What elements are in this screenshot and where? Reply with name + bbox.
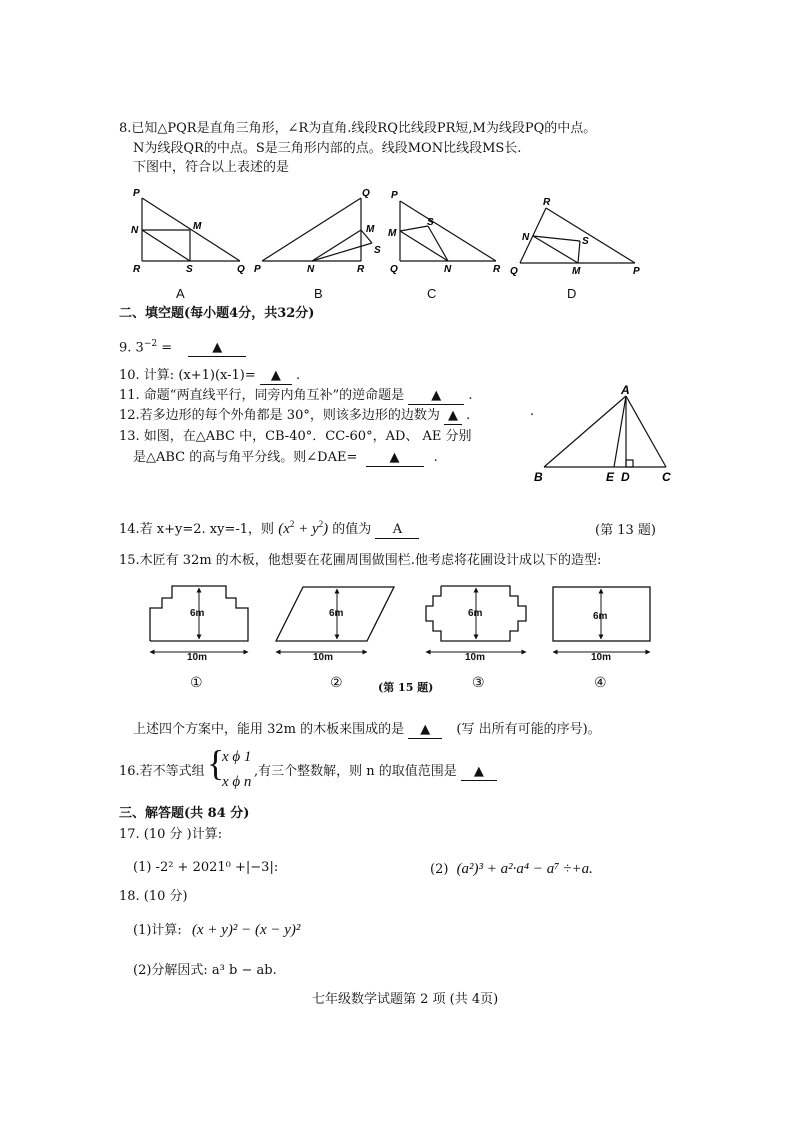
q15-w3: 10m [465,652,486,663]
q15-caption: (第 15 题) [378,681,434,694]
section2-title: 二、填空题(每小题4分，共32分) [119,306,315,321]
q14-prefix: 14.若 x+y=2. xy=-1，则 [119,522,275,537]
q15-label-2: ② [330,675,343,691]
q18-part1-label: (1)计算: [133,923,182,938]
q16-brace: { [207,743,225,783]
q15-answer: ▲ [408,722,442,739]
q13-line1: 13. 如图，在△ABC 中，CB-40°．CC-60°，AD、 AE 分别 [119,429,472,444]
q15-figures [0,583,794,663]
q16-prefix: 16.若不等式组 [119,764,205,779]
q10-text: 10. 计算: (x+1)(x-1)= [119,368,256,383]
q14-answer: A [375,522,419,539]
q15-question: 上述四个方案中，能用 32m 的木板来围成的是 [133,722,405,737]
q8-option-a: A [176,286,185,301]
q13-line2-text: 是△ABC 的高与角平分线。则∠DAE= [133,450,358,465]
fig-d-r: R [543,197,551,208]
fig-d-s: S [582,236,589,247]
q13-caption: (第 13 题) [595,523,656,538]
fig-a-n: N [131,225,139,236]
q13-dot: . [530,404,535,419]
fig-d-q: Q [510,266,518,277]
q13-label-a: A [621,384,630,397]
fig-c-n: N [444,264,452,275]
q9-answer: ▲ [188,340,246,357]
fig-c-m: M [388,228,397,239]
q9-exponent: −2 [143,339,158,349]
q18-part1 [133,921,300,939]
q9-eq: = [161,340,173,356]
q18-part1-expr: (x + y)² − (x − y)² [191,922,301,938]
q13-label-e: E [606,470,615,484]
fig-c-r: R [493,264,501,275]
q10-answer: ▲ [260,368,292,385]
q10 [119,368,300,385]
q12-answer: ▲ [444,408,462,425]
q16-ineq1: x ϕ 1 [222,749,252,765]
q11-end: . [468,388,473,403]
fig-c-q: Q [390,264,398,275]
q8-option-b: B [314,286,323,301]
q12-text: 12.若多边形的每个外角都是 30°，则该多边形的边数为 [119,408,440,423]
q15-h1: 6m [190,608,205,619]
q14-x: x [283,521,290,537]
q14-y: y [311,521,319,537]
q15-text: 15.木匠有 32m 的木板，他想要在花圃周围做围栏.他考虑将花圃设计成以下的造型: [119,553,602,568]
q15-h4: 6m [593,611,608,622]
q12-end: . [466,408,471,423]
q8-figure-b [262,198,372,261]
q11-text: 11. 命题“两直线平行，同旁内角互补”的逆命题是 [119,388,405,403]
q12 [119,408,470,425]
fig-b-r: R [357,264,365,275]
fig-c-s: S [427,217,434,228]
q17-part2 [430,860,593,878]
q8-figures [0,183,794,293]
q13-end: . [433,450,438,465]
q8-option-c: C [427,286,437,301]
q18-part2: (2)分解因式: a³ b − ab. [133,963,277,978]
q15-label-3: ③ [472,675,485,691]
q8-line2: N为线段QR的中点。S是三角形内部的点。线段MON比线段MS长. [133,141,522,156]
section3-title: 三、解答题(共 84 分) [119,806,250,821]
page-footer: 七年级数学试题第 2 项 (共 4页) [312,992,499,1007]
q15-w1: 10m [187,652,208,663]
q13-line2 [133,450,438,467]
q14-suffix: 的值为 [332,522,372,537]
fig-a-q: Q [237,264,245,275]
fig-a-r: R [133,264,141,275]
q15-h3: 6m [468,608,483,619]
q8-line1: 8.已知△PQR是直角三角形，∠R为直角.线段RQ比线段PR短,M为线段PQ的中点。 [119,121,597,136]
q8-figure-c [400,201,496,261]
q8-option-d: D [567,286,577,301]
fig-b-n: N [307,264,315,275]
fig-a-s: S [186,264,193,275]
q16-suffix-line [254,764,497,781]
fig-a-m: M [193,221,202,232]
fig-b-q: Q [362,188,370,199]
q17-part2-expr: (a²)³ + a²·a⁴ − a⁷ ÷+a. [456,861,593,877]
fig-c-p: P [391,190,398,201]
q15-label-4: ④ [594,675,607,691]
fig-d-n: N [522,232,530,243]
q18-title: 18. (10 分) [119,889,188,904]
q14-expression: $(x^2 + y^2)$ [278,519,329,537]
q15-w4: 10m [591,652,612,663]
fig-d-m: M [572,266,581,277]
q13-label-d: D [621,470,630,484]
q13-label-b: B [534,470,543,484]
q15-note: (写 出所有可能的序号)。 [456,722,601,737]
q8-figure-d [520,208,635,263]
q17-title: 17. (10 分 )计算: [119,827,223,842]
q16-answer: ▲ [461,764,497,781]
q13-figure [530,384,680,484]
q8-line3: 下图中，符合以上表述的是 [133,160,290,175]
q16-ineq2: x ϕ n [222,774,252,790]
q17-part2-label: (2) [430,862,449,877]
q15-label-1: ① [190,675,203,691]
q15-question-line [133,722,601,739]
fig-b-m: M [366,224,375,235]
q11-answer: ▲ [408,388,464,405]
q11 [119,388,473,405]
q9-base: 9. 3 [119,340,144,356]
fig-b-p: P [254,264,261,275]
q13-label-c: C [662,470,671,484]
fig-b-s: S [374,245,381,256]
q9 [119,339,246,357]
q16-suffix: ,有三个整数解，则 n 的取值范围是 [254,764,457,779]
q13-answer: ▲ [366,450,424,467]
q17-part1: (1) -2² + 2021⁰ +|−3|: [133,860,279,875]
fig-a-p: P [133,188,140,199]
q14 [119,519,419,539]
q15-h2: 6m [329,608,344,619]
q8-figure-a [142,198,240,261]
q15-w2: 10m [313,652,334,663]
fig-d-p: P [633,266,640,277]
q10-end: . [296,368,301,383]
